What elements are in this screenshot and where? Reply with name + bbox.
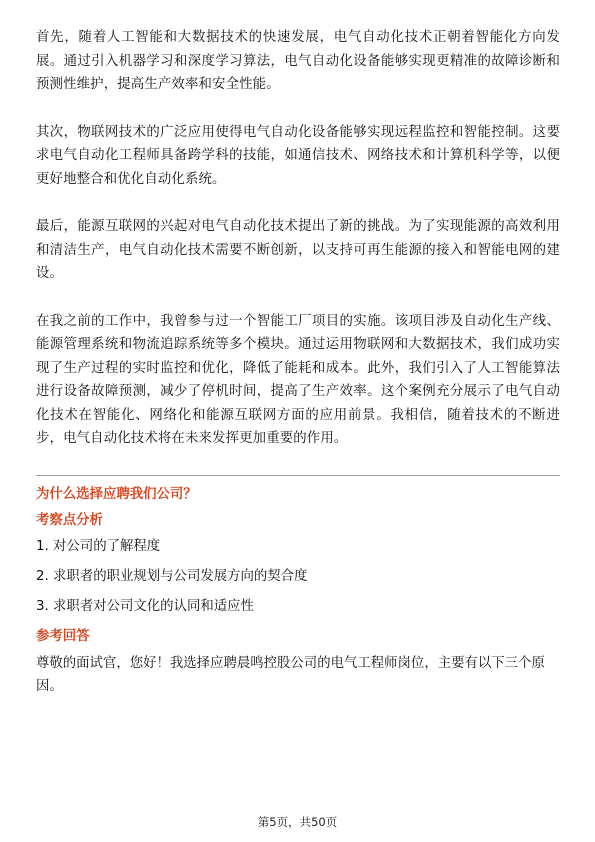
paragraph-3: 最后，能源互联网的兴起对电气自动化技术提出了新的挑战。为了实现能源的高效利用和清洁生产，电气自动化技术需要不断创新，以支持可再生能源的接入和智能电网的建设。 xyxy=(36,219,560,281)
paragraph-4: 在我之前的工作中，我曾参与过一个智能工厂项目的实施。该项目涉及自动化生产线、能源管理系统和物流追踪系统等多个模块。通过运用物联网和大数据技术，我们成功实现了生产过程的实时监控和优化，降低了能耗和成本。此外，我们引入了人工智能算法进行设备故障预测，减少了停机时间，提高了生产效率。这个案例充分展示了电气自动化技术在智能化、网络化和能源互联网方面的应用前景。我相信，随着技术的不断进步，电气自动化技术将在未来发挥更加重要的作用。 xyxy=(36,313,560,446)
analysis-heading: 考察点分析 xyxy=(36,512,103,528)
analysis-point: 1. 对公司的了解程度 xyxy=(36,538,161,554)
analysis-point: 2. 求职者的职业规划与公司发展方向的契合度 xyxy=(36,568,308,584)
question-title: 为什么选择应聘我们公司？ xyxy=(36,486,197,502)
analysis-point: 3. 求职者对公司文化的认同和适应性 xyxy=(36,598,254,614)
answer-text: 尊敬的面试官，您好！我选择应聘晨鸣控股公司的电气工程师岗位，主要有以下三个原因。 xyxy=(36,655,545,694)
document-page xyxy=(36,26,560,699)
section-divider xyxy=(36,475,560,476)
answer-heading: 参考回答 xyxy=(36,628,90,644)
paragraph-1: 首先，随着人工智能和大数据技术的快速发展，电气自动化技术正朝着智能化方向发展。通过引入机器学习和深度学习算法，电气自动化设备能够实现更精准的故障诊断和预测性维护，提高生产效率和安全性能。 xyxy=(36,30,560,92)
paragraph-2: 其次，物联网技术的广泛应用使得电气自动化设备能够实现远程监控和智能控制。这要求电气自动化工程师具备跨学科的技能，如通信技术、网络技术和计算机科学等，以便更好地整合和优化自动化系统。 xyxy=(36,124,560,187)
page-footer: 第5页，共50页 xyxy=(257,815,338,829)
